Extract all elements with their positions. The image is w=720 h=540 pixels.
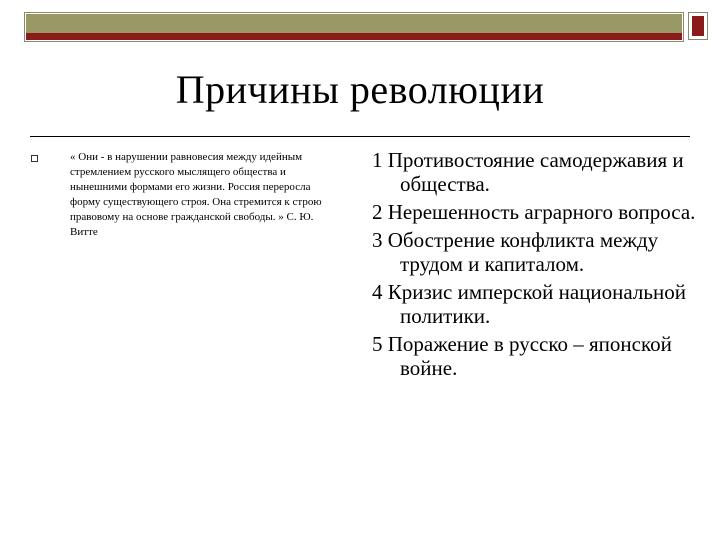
cause-item: 1 Противостояние самодержавия и общества. (372, 148, 684, 196)
top-bar-olive-stripe (26, 14, 682, 34)
cause-item: 2 Нерешенность аграрного вопроса. (372, 200, 696, 224)
corner-decoration-red-block (692, 16, 704, 36)
cause-item: 3 Обострение конфликта между трудом и капиталом. (372, 228, 659, 276)
cause-item: 5 Поражение в русско – японской войне. (372, 332, 672, 380)
corner-decoration (688, 12, 708, 40)
top-bar-red-stripe (26, 33, 682, 40)
bullet-square-icon (31, 155, 38, 162)
slide-title: Причины революции (175, 67, 545, 112)
causes-list (372, 148, 702, 384)
title-divider (30, 136, 690, 137)
witte-quote: « Они - в нарушении равновесия между идейным стремлением русского мыслящего общества и нынешними формами его жизни. Россия переросла форму существующего строя. Она стремится к строю правовому на основе гражданской свободы. » С. Ю. Витте (70, 151, 322, 238)
cause-item: 4 Кризис имперской национальной политики. (372, 280, 686, 328)
top-decorative-bar (24, 12, 684, 42)
